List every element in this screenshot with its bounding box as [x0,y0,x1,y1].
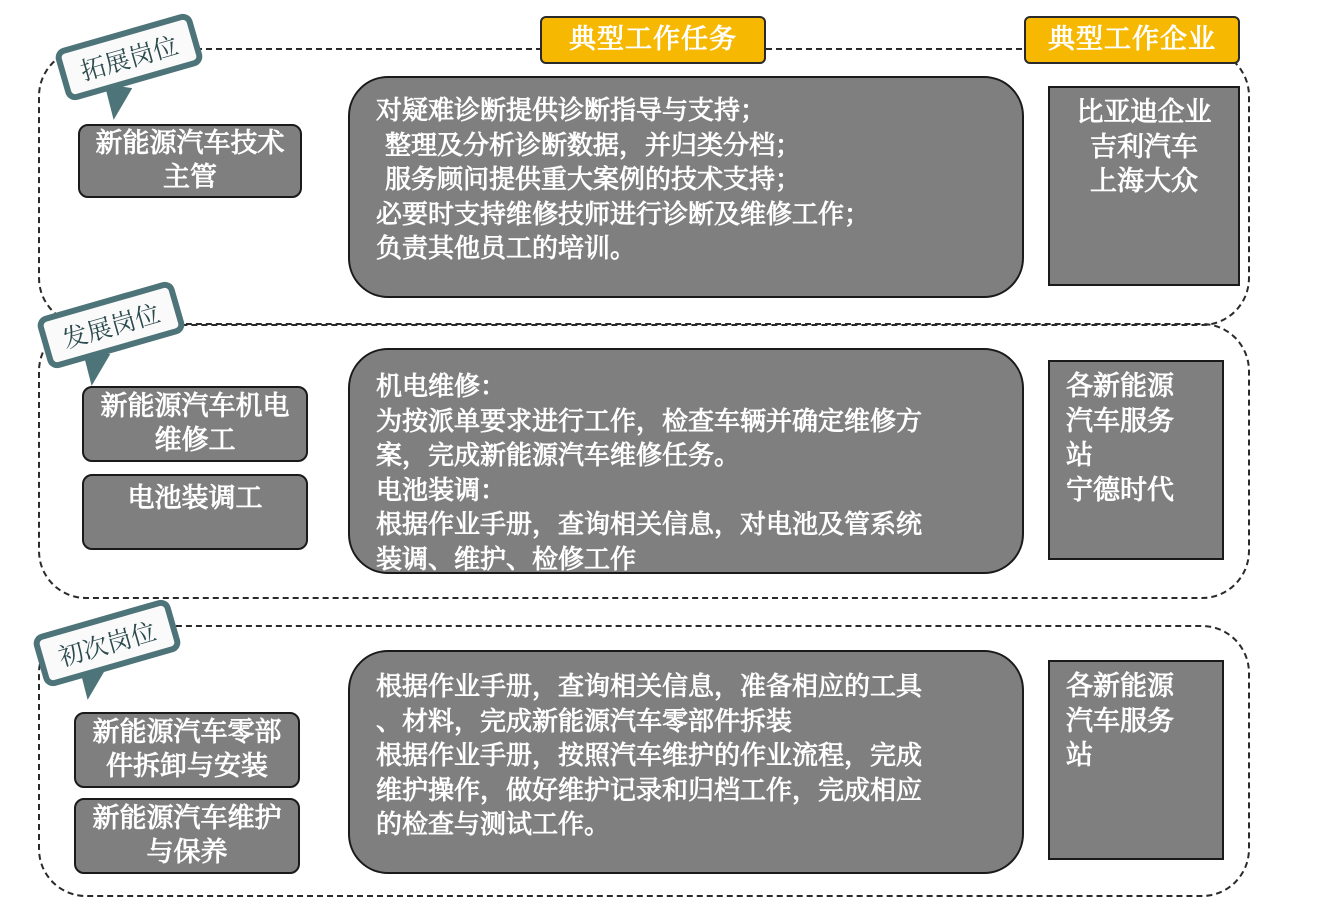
header-typical-companies: 典型工作企业 [1024,16,1240,64]
task-line: 案，完成新能源汽车维修任务。 [376,441,741,471]
task-box-initial [348,650,1024,874]
company-name: 各新能源 [1066,671,1174,702]
company-name: 上海大众 [1090,166,1198,197]
task-line: 维护操作，做好维护记录和归档工作，完成相应 [376,775,923,806]
task-line: 电池装调： [376,475,507,506]
task-line: 必要时支持维修技师进行诊断及维修工作； [376,199,871,230]
role-battery-assembly: 电池装调工 [82,474,308,550]
role-ev-technical-supervisor: 新能源汽车技术主管 [78,124,302,198]
task-line: 、材料，完成新能源汽车零部件拆装 [376,706,793,737]
header-typical-tasks: 典型工作任务 [540,16,766,64]
task-line: 装调、维护、检修工作 [376,544,637,574]
company-name: 站 [1066,440,1093,471]
task-line: 机电维修： [376,372,507,402]
level-tag-develop: 发展岗位 [35,279,186,370]
task-line: 根据作业手册，按照汽车维护的作业流程，完成 [376,741,923,771]
task-box-develop [348,348,1024,574]
role-ev-maintenance: 新能源汽车维护与保养 [74,798,300,874]
role-ev-electromechanical-repair: 新能源汽车机电维修工 [82,386,308,462]
task-box-expand [348,76,1024,298]
company-name: 吉利汽车 [1090,131,1198,163]
company-name: 比亚迪企业 [1076,97,1212,128]
company-box-expand [1048,86,1240,286]
company-box-initial [1048,660,1224,860]
company-name: 宁德时代 [1066,474,1174,506]
company-name: 汽车服务 [1066,705,1174,737]
level-tag-expand: 拓展岗位 [53,11,204,102]
task-line: 服务顾问提供重大案例的技术支持； [376,165,802,195]
company-name: 各新能源 [1066,371,1174,402]
company-box-develop [1048,360,1224,560]
company-name: 站 [1066,740,1093,771]
role-ev-parts-disassembly: 新能源汽车零部件拆卸与安装 [74,712,300,788]
task-line: 的检查与测试工作。 [376,810,611,840]
task-line: 根据作业手册，查询相关信息，对电池及管系统 [376,510,923,540]
task-line: 整理及分析诊断数据，并归类分档； [376,130,802,161]
task-line: 对疑难诊断提供诊断指导与支持； [376,96,767,126]
task-line: 为按派单要求进行工作，检查车辆并确定维修方 [376,406,923,437]
task-line: 根据作业手册，查询相关信息，准备相应的工具 [376,672,923,702]
level-tag-initial: 初次岗位 [31,597,182,688]
task-line: 负责其他员工的培训。 [376,234,637,264]
company-name: 汽车服务 [1066,405,1174,437]
